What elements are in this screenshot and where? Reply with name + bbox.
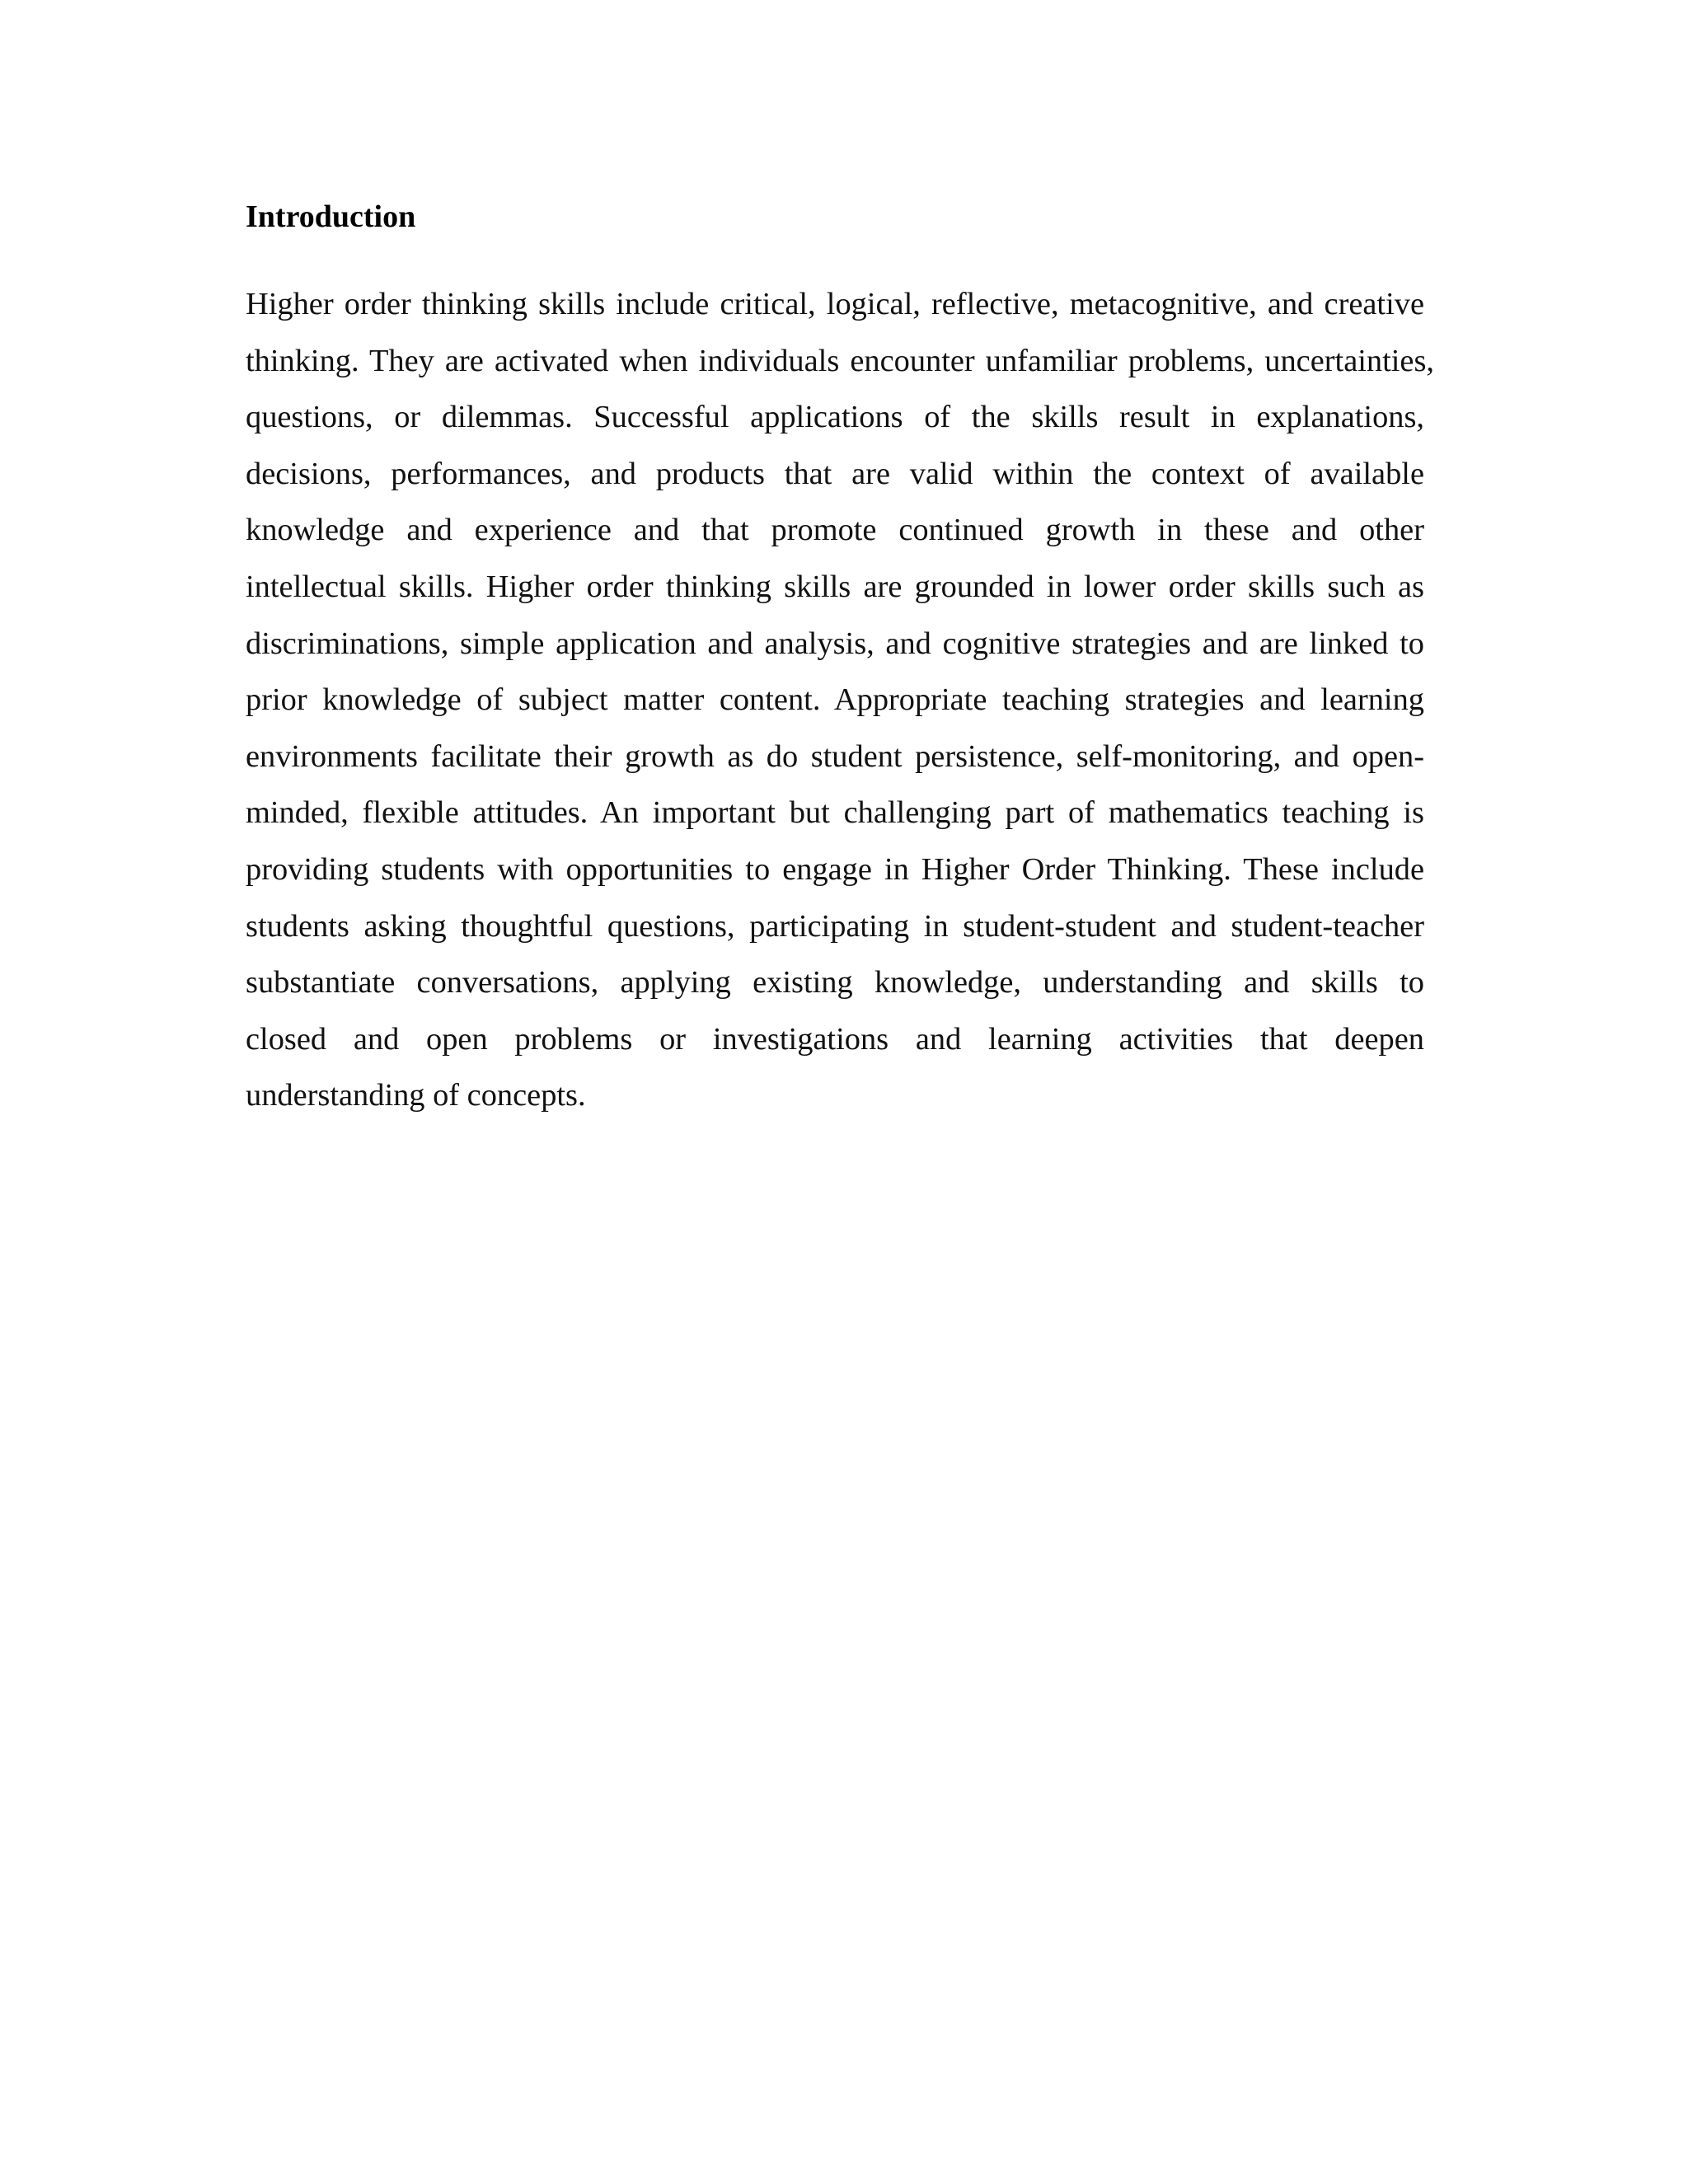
paragraph-line: intellectual skills. Higher order thinking skills are grounded in lower order skills such as	[246, 569, 1424, 604]
paragraph-line: discriminations, simple application and analysis, and cognitive strategies and are linked to	[246, 626, 1424, 661]
paragraph-line: substantiate conversations, applying existing knowledge, understanding and skills to	[246, 965, 1424, 1001]
paragraph-line: thinking. They are activated when individuals encounter unfamiliar problems, uncertainties,	[246, 343, 1434, 378]
section-heading: Introduction	[246, 199, 416, 234]
paragraph-line: knowledge and experience and that promote continued growth in these and other	[246, 513, 1424, 548]
introduction-paragraph	[246, 276, 1434, 1124]
paragraph-line: environments facilitate their growth as do student persistence, self-monitoring, and open-	[246, 738, 1424, 774]
paragraph-line: providing students with opportunities to engage in Higher Order Thinking. These include	[246, 851, 1424, 887]
paragraph-line: students asking thoughtful questions, participating in student-student and student-teacher	[246, 908, 1424, 944]
paragraph-line: minded, flexible attitudes. An important but challenging part of mathematics teaching is	[246, 795, 1424, 831]
paragraph-line: understanding of concepts.	[246, 1078, 586, 1113]
paragraph-line: closed and open problems or investigations and learning activities that deepen	[246, 1021, 1424, 1057]
paragraph-line: prior knowledge of subject matter content. Appropriate teaching strategies and learning	[246, 682, 1424, 718]
paragraph-line: questions, or dilemmas. Successful applications of the skills result in explanations,	[246, 400, 1424, 435]
paragraph-line: decisions, performances, and products that are valid within the context of available	[246, 456, 1424, 491]
paragraph-line: Higher order thinking skills include critical, logical, reflective, metacognitive, and creative	[246, 287, 1424, 321]
